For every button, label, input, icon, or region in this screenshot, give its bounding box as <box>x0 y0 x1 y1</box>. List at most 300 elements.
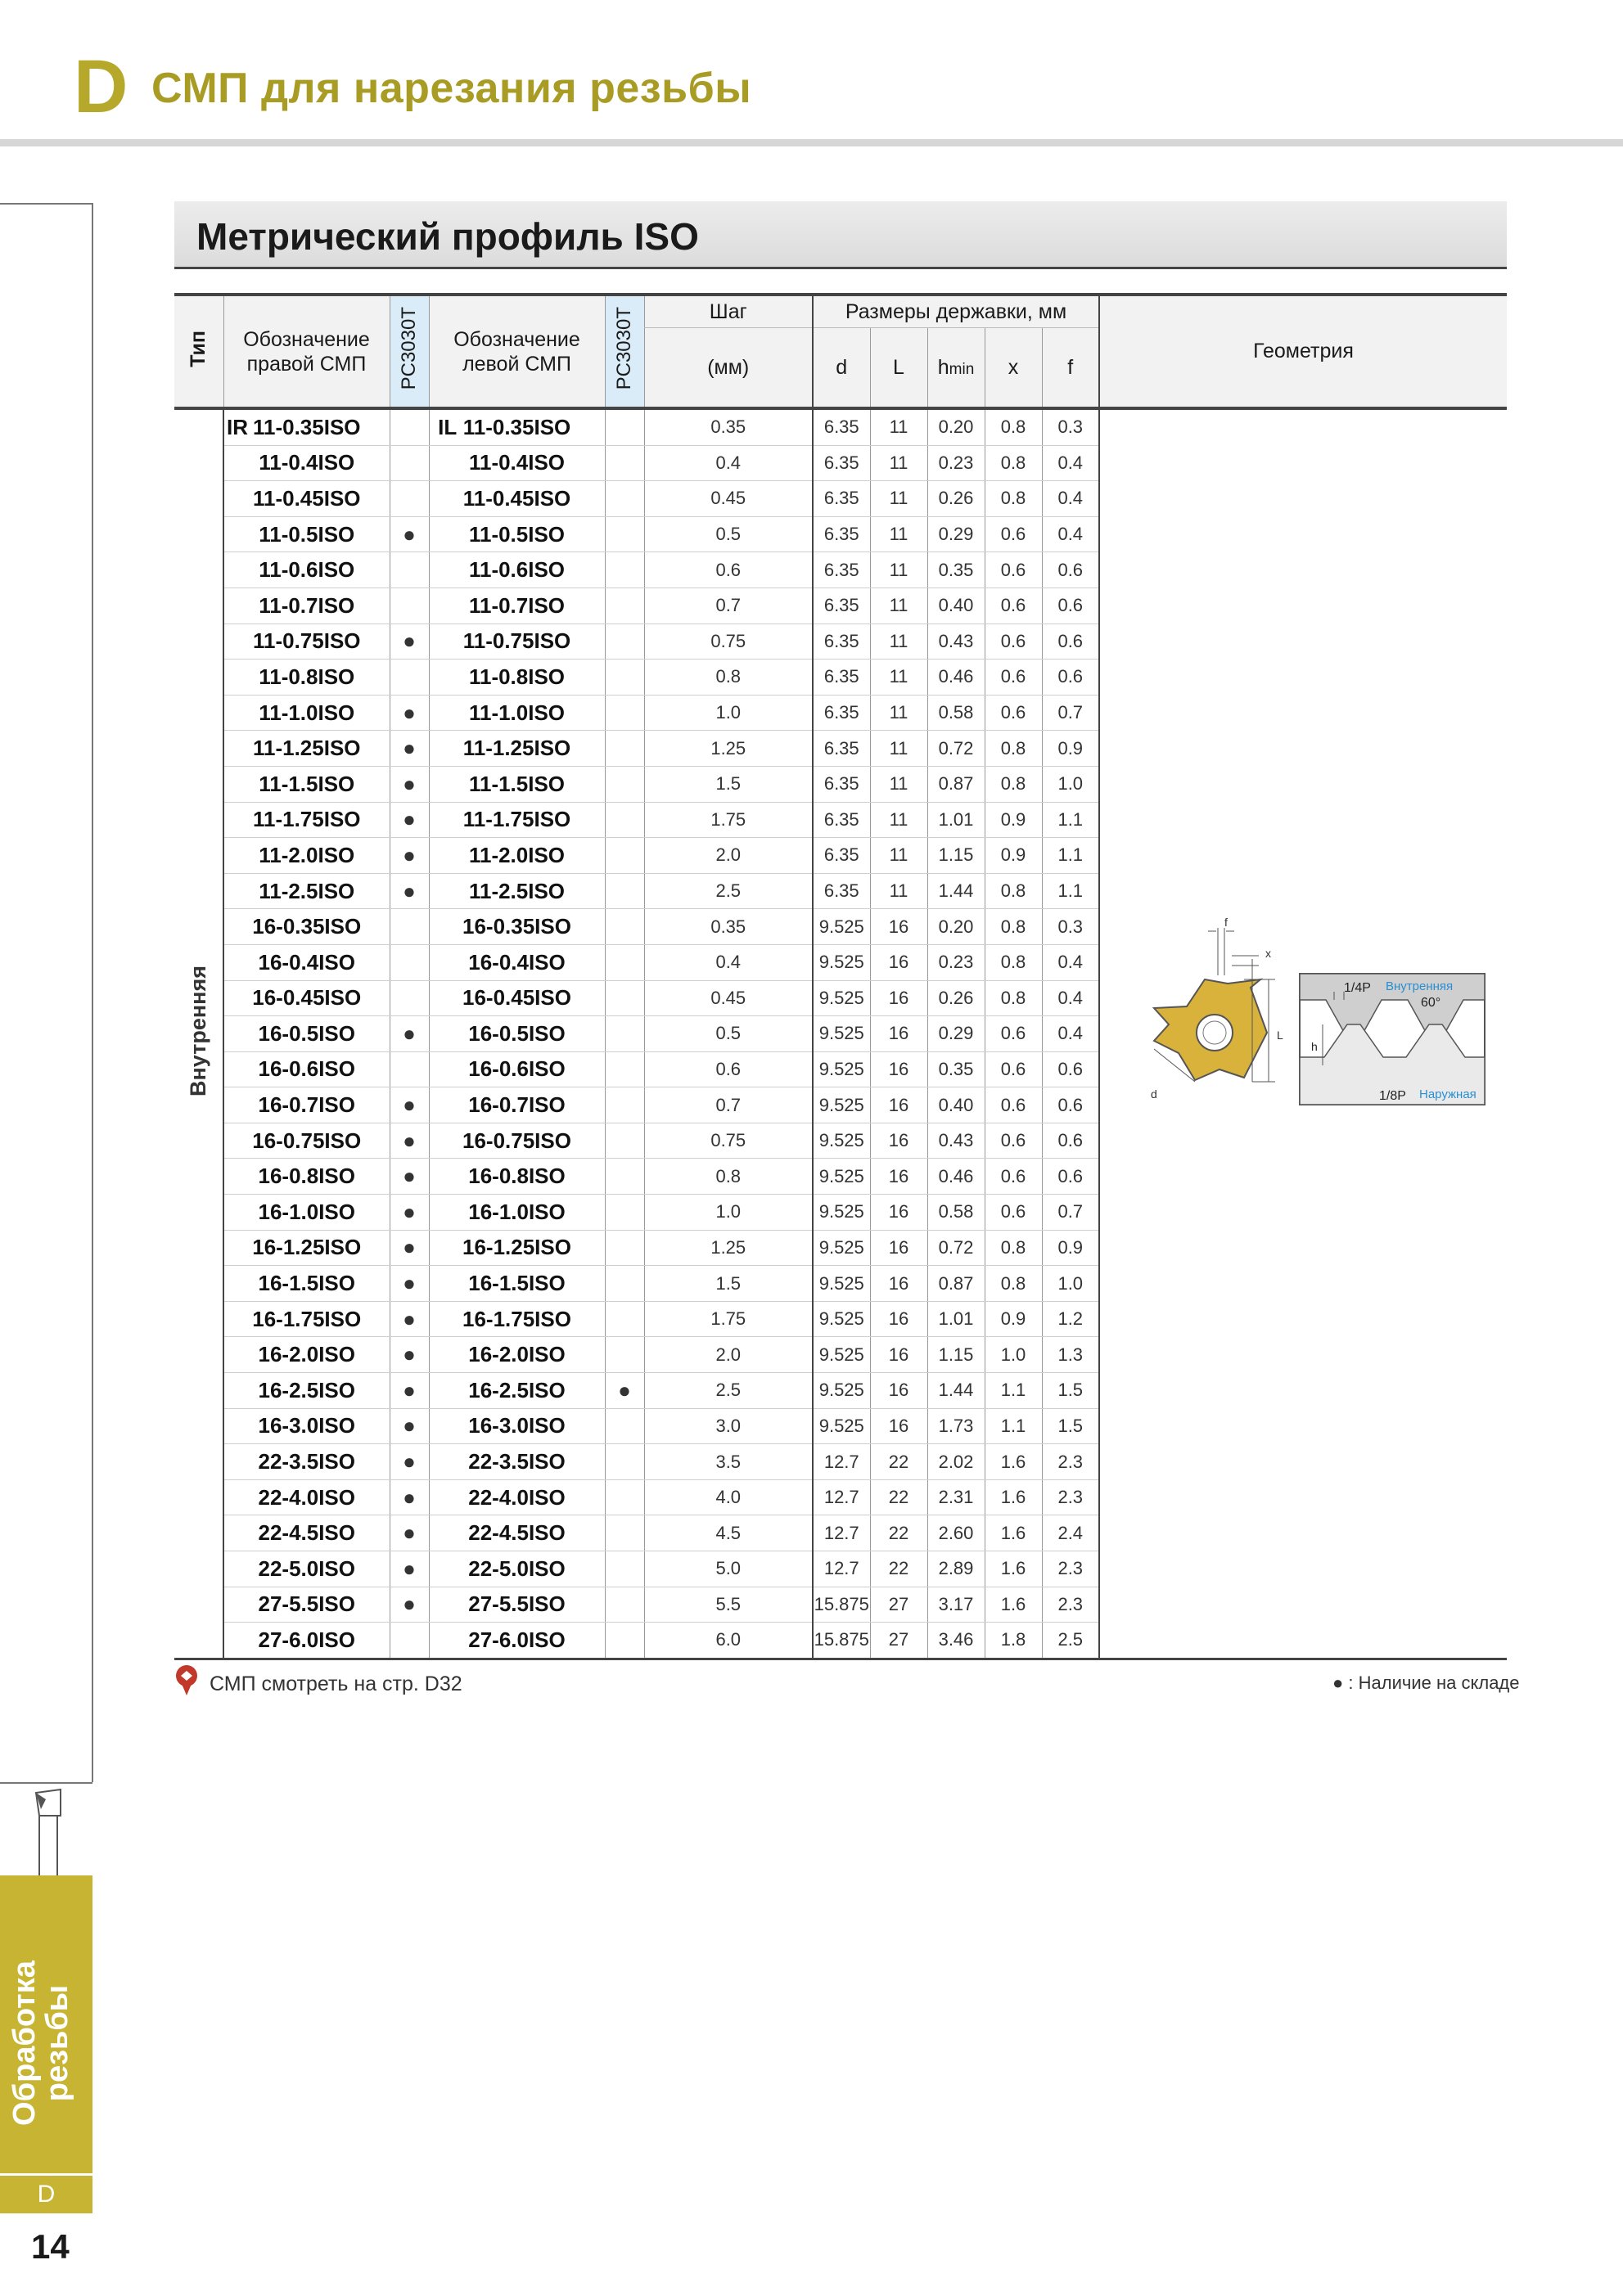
dim-d: 9.525 <box>813 944 870 980</box>
dim-d: 15.875 <box>813 1587 870 1623</box>
dim-hmin: 0.40 <box>927 588 985 624</box>
dim-d: 6.35 <box>813 731 870 767</box>
dim-d: 6.35 <box>813 481 870 517</box>
dim-x: 0.6 <box>985 1195 1042 1231</box>
dim-hmin: 0.46 <box>927 1159 985 1195</box>
dim-hmin: 0.43 <box>927 624 985 660</box>
dim-hmin: 1.01 <box>927 1301 985 1337</box>
left-code: 16-0.8ISO <box>429 1159 605 1195</box>
dim-d: 12.7 <box>813 1515 870 1551</box>
dim-d: 9.525 <box>813 1408 870 1444</box>
grade-right <box>390 445 429 481</box>
step: 0.35 <box>644 408 813 445</box>
dim-hmin: 0.72 <box>927 731 985 767</box>
label-f: f <box>1224 916 1228 929</box>
dim-L: 11 <box>870 802 927 838</box>
grade-left <box>605 1623 644 1659</box>
section-tab-label: Обработка резьбы <box>7 1961 74 2126</box>
dim-d: 6.35 <box>813 408 870 445</box>
dim-x: 0.8 <box>985 873 1042 909</box>
left-code: 11-0.4ISO <box>429 445 605 481</box>
dim-d: 6.35 <box>813 588 870 624</box>
label-quarter-p: 1/4P <box>1344 981 1371 995</box>
grade-left <box>605 1051 644 1087</box>
dim-f: 1.2 <box>1042 1301 1099 1337</box>
right-code: 22-5.0ISO <box>223 1551 390 1587</box>
grade-right: ● <box>390 873 429 909</box>
step: 0.4 <box>644 445 813 481</box>
grade-right: ● <box>390 1266 429 1302</box>
dim-L: 16 <box>870 980 927 1016</box>
dim-f: 2.3 <box>1042 1551 1099 1587</box>
section-title: Метрический профиль ISO <box>196 215 699 258</box>
header-step: Шаг <box>644 295 813 328</box>
grade-left <box>605 660 644 696</box>
side-frame-line <box>92 203 93 1782</box>
dim-d: 12.7 <box>813 1444 870 1480</box>
step: 1.0 <box>644 1195 813 1231</box>
right-code: 11-0.4ISO <box>223 445 390 481</box>
dim-x: 1.0 <box>985 1337 1042 1373</box>
right-code: 27-5.5ISO <box>223 1587 390 1623</box>
dim-L: 16 <box>870 944 927 980</box>
left-code: 16-0.35ISO <box>429 909 605 945</box>
dim-L: 22 <box>870 1479 927 1515</box>
grade-left: ● <box>605 1373 644 1409</box>
insert-drawing <box>1154 928 1275 1082</box>
grade-left <box>605 1479 644 1515</box>
left-code: 16-0.7ISO <box>429 1087 605 1123</box>
dim-x: 0.8 <box>985 766 1042 802</box>
dim-f: 1.1 <box>1042 873 1099 909</box>
left-code: 11-2.0ISO <box>429 838 605 874</box>
left-code: 16-3.0ISO <box>429 1408 605 1444</box>
grade-right: ● <box>390 1087 429 1123</box>
dim-L: 16 <box>870 1087 927 1123</box>
right-code: 22-4.0ISO <box>223 1479 390 1515</box>
header-d: d <box>813 328 870 409</box>
section-tab-letter: D <box>0 2173 92 2213</box>
grade-right <box>390 1051 429 1087</box>
grade-right: ● <box>390 1337 429 1373</box>
step: 4.0 <box>644 1479 813 1515</box>
grade-right: ● <box>390 1587 429 1623</box>
dim-d: 6.35 <box>813 766 870 802</box>
dim-d: 12.7 <box>813 1551 870 1587</box>
dim-f: 0.4 <box>1042 1016 1099 1052</box>
left-code: 11-0.6ISO <box>429 552 605 588</box>
left-code: 16-2.5ISO <box>429 1373 605 1409</box>
dim-x: 0.9 <box>985 1301 1042 1337</box>
dim-x: 1.8 <box>985 1623 1042 1659</box>
step: 1.25 <box>644 1230 813 1266</box>
dim-f: 0.4 <box>1042 516 1099 552</box>
header-f: f <box>1042 328 1099 409</box>
header-holder-dims: Размеры державки, мм <box>813 295 1099 328</box>
dim-d: 6.35 <box>813 660 870 696</box>
dim-hmin: 3.17 <box>927 1587 985 1623</box>
right-code: 11-0.8ISO <box>223 660 390 696</box>
left-code: 27-6.0ISO <box>429 1623 605 1659</box>
left-code: 11-0.75ISO <box>429 624 605 660</box>
dim-x: 0.6 <box>985 516 1042 552</box>
dim-L: 16 <box>870 1408 927 1444</box>
dim-L: 16 <box>870 1373 927 1409</box>
dim-hmin: 0.26 <box>927 980 985 1016</box>
dim-f: 2.3 <box>1042 1587 1099 1623</box>
grade-right: ● <box>390 516 429 552</box>
dim-f: 1.0 <box>1042 1266 1099 1302</box>
dim-hmin: 1.15 <box>927 1337 985 1373</box>
dim-hmin: 0.20 <box>927 909 985 945</box>
left-code: 22-3.5ISO <box>429 1444 605 1480</box>
dim-d: 9.525 <box>813 1051 870 1087</box>
dim-L: 16 <box>870 1016 927 1052</box>
grade-right: ● <box>390 1230 429 1266</box>
left-code: 16-1.25ISO <box>429 1230 605 1266</box>
dim-L: 11 <box>870 731 927 767</box>
page-reference-text[interactable]: СМП смотреть на стр. D32 <box>210 1672 462 1695</box>
dim-d: 6.35 <box>813 445 870 481</box>
dim-f: 0.6 <box>1042 1051 1099 1087</box>
dim-d: 15.875 <box>813 1623 870 1659</box>
right-code: 11-1.25ISO <box>223 731 390 767</box>
step: 5.5 <box>644 1587 813 1623</box>
header-x: x <box>985 328 1042 409</box>
dim-x: 0.6 <box>985 588 1042 624</box>
dim-x: 1.6 <box>985 1515 1042 1551</box>
dim-x: 0.8 <box>985 909 1042 945</box>
dim-x: 0.8 <box>985 1230 1042 1266</box>
dim-x: 0.6 <box>985 660 1042 696</box>
header-L: L <box>870 328 927 409</box>
step: 0.75 <box>644 1123 813 1159</box>
right-code: 11-0.6ISO <box>223 552 390 588</box>
grade-right: ● <box>390 1301 429 1337</box>
dim-hmin: 3.46 <box>927 1623 985 1659</box>
dim-f: 1.1 <box>1042 838 1099 874</box>
right-code: 16-0.75ISO <box>223 1123 390 1159</box>
left-code: 16-0.45ISO <box>429 980 605 1016</box>
dim-f: 2.4 <box>1042 1515 1099 1551</box>
grade-left <box>605 838 644 874</box>
step: 1.75 <box>644 1301 813 1337</box>
dim-L: 11 <box>870 588 927 624</box>
dim-L: 11 <box>870 766 927 802</box>
dim-hmin: 2.60 <box>927 1515 985 1551</box>
dim-hmin: 2.02 <box>927 1444 985 1480</box>
grade-left <box>605 1587 644 1623</box>
dim-f: 0.6 <box>1042 552 1099 588</box>
dim-hmin: 1.73 <box>927 1408 985 1444</box>
dim-hmin: 1.44 <box>927 1373 985 1409</box>
left-code: 16-2.0ISO <box>429 1337 605 1373</box>
dim-L: 27 <box>870 1587 927 1623</box>
dim-L: 16 <box>870 1123 927 1159</box>
label-internal: Внутренняя <box>1386 979 1454 993</box>
dim-x: 0.6 <box>985 1016 1042 1052</box>
left-code: 16-0.4ISO <box>429 944 605 980</box>
right-code: 11-2.5ISO <box>223 873 390 909</box>
grade-right: ● <box>390 1479 429 1515</box>
grade-right <box>390 909 429 945</box>
page-reference-icon <box>174 1664 200 1697</box>
dim-L: 11 <box>870 481 927 517</box>
left-code: 16-1.5ISO <box>429 1266 605 1302</box>
header-type: Тип <box>174 295 223 408</box>
grade-left <box>605 695 644 731</box>
step: 2.5 <box>644 1373 813 1409</box>
left-code: 11-0.45ISO <box>429 481 605 517</box>
step: 0.5 <box>644 516 813 552</box>
left-code: 16-0.75ISO <box>429 1123 605 1159</box>
dim-L: 11 <box>870 873 927 909</box>
step: 1.25 <box>644 731 813 767</box>
dim-f: 1.1 <box>1042 802 1099 838</box>
dim-x: 0.6 <box>985 1123 1042 1159</box>
dim-d: 9.525 <box>813 1016 870 1052</box>
dim-hmin: 2.31 <box>927 1479 985 1515</box>
grade-right: ● <box>390 1444 429 1480</box>
step: 3.5 <box>644 1444 813 1480</box>
right-code: 22-4.5ISO <box>223 1515 390 1551</box>
grade-right: ● <box>390 1159 429 1195</box>
page-number: 14 <box>31 2227 70 2266</box>
right-code: 11-0.5ISO <box>223 516 390 552</box>
dim-L: 22 <box>870 1444 927 1480</box>
dim-L: 16 <box>870 1051 927 1087</box>
step: 2.0 <box>644 1337 813 1373</box>
grade-left <box>605 731 644 767</box>
type-cell <box>174 408 223 1659</box>
step: 6.0 <box>644 1623 813 1659</box>
left-code: 16-1.75ISO <box>429 1301 605 1337</box>
dim-hmin: 0.87 <box>927 766 985 802</box>
chapter-title: СМП для нарезания резьбы <box>151 65 752 112</box>
dim-f: 2.5 <box>1042 1623 1099 1659</box>
dim-d: 9.525 <box>813 1159 870 1195</box>
dim-L: 11 <box>870 516 927 552</box>
grade-right: ● <box>390 1515 429 1551</box>
grade-left <box>605 1159 644 1195</box>
dim-L: 27 <box>870 1623 927 1659</box>
dim-f: 0.4 <box>1042 944 1099 980</box>
right-code: 11-2.0ISO <box>223 838 390 874</box>
dim-x: 0.6 <box>985 552 1042 588</box>
grade-left <box>605 766 644 802</box>
header-left-insert: Обозначение левой СМП <box>429 295 605 408</box>
dim-x: 0.8 <box>985 445 1042 481</box>
dim-L: 11 <box>870 445 927 481</box>
step: 1.5 <box>644 766 813 802</box>
dim-d: 6.35 <box>813 695 870 731</box>
left-code: 11-1.75ISO <box>429 802 605 838</box>
dim-hmin: 0.40 <box>927 1087 985 1123</box>
right-code: 27-6.0ISO <box>223 1623 390 1659</box>
dim-x: 0.8 <box>985 944 1042 980</box>
dim-x: 0.6 <box>985 624 1042 660</box>
dim-hmin: 0.58 <box>927 695 985 731</box>
right-code: 11-1.75ISO <box>223 802 390 838</box>
dim-d: 9.525 <box>813 1337 870 1373</box>
right-code: 16-0.5ISO <box>223 1016 390 1052</box>
dim-L: 16 <box>870 1301 927 1337</box>
dim-d: 9.525 <box>813 1087 870 1123</box>
step: 0.7 <box>644 588 813 624</box>
left-code: 11-0.7ISO <box>429 588 605 624</box>
left-code: 11-0.5ISO <box>429 516 605 552</box>
left-code: 16-0.6ISO <box>429 1051 605 1087</box>
dim-f: 0.6 <box>1042 660 1099 696</box>
dim-d: 9.525 <box>813 909 870 945</box>
dim-x: 1.6 <box>985 1444 1042 1480</box>
dim-f: 0.6 <box>1042 624 1099 660</box>
dim-f: 0.6 <box>1042 1159 1099 1195</box>
dim-hmin: 0.87 <box>927 1266 985 1302</box>
left-code: 11-0.8ISO <box>429 660 605 696</box>
dim-f: 1.5 <box>1042 1373 1099 1409</box>
label-external: Наружная <box>1419 1087 1476 1101</box>
step: 0.8 <box>644 1159 813 1195</box>
right-code: 16-0.6ISO <box>223 1051 390 1087</box>
step: 3.0 <box>644 1408 813 1444</box>
dim-f: 1.5 <box>1042 1408 1099 1444</box>
label-x: x <box>1265 947 1271 960</box>
grade-right: ● <box>390 1408 429 1444</box>
right-code: 11-1.5ISO <box>223 766 390 802</box>
dim-f: 2.3 <box>1042 1444 1099 1480</box>
step: 2.5 <box>644 873 813 909</box>
right-code: 16-0.7ISO <box>223 1087 390 1123</box>
dim-x: 0.8 <box>985 481 1042 517</box>
dim-L: 11 <box>870 660 927 696</box>
dim-d: 6.35 <box>813 873 870 909</box>
right-code: 11-0.7ISO <box>223 588 390 624</box>
step: 1.5 <box>644 1266 813 1302</box>
right-code: 11-0.75ISO <box>223 624 390 660</box>
dim-d: 9.525 <box>813 1266 870 1302</box>
grade-left <box>605 1301 644 1337</box>
dim-L: 22 <box>870 1515 927 1551</box>
label-h: h <box>1311 1040 1318 1053</box>
left-code: 16-0.5ISO <box>429 1016 605 1052</box>
step: 5.0 <box>644 1551 813 1587</box>
label-angle: 60° <box>1421 996 1441 1010</box>
threading-tool-icon <box>25 1788 74 1878</box>
step: 0.6 <box>644 552 813 588</box>
right-code: 11-1.0ISO <box>223 695 390 731</box>
dim-x: 0.6 <box>985 695 1042 731</box>
dim-L: 16 <box>870 1195 927 1231</box>
dim-d: 9.525 <box>813 1195 870 1231</box>
dim-x: 0.6 <box>985 1051 1042 1087</box>
grade-left <box>605 481 644 517</box>
dim-L: 22 <box>870 1551 927 1587</box>
grade-left <box>605 516 644 552</box>
left-code: 22-4.0ISO <box>429 1479 605 1515</box>
dim-L: 11 <box>870 624 927 660</box>
dim-f: 0.6 <box>1042 1123 1099 1159</box>
step: 0.35 <box>644 909 813 945</box>
dim-x: 0.8 <box>985 980 1042 1016</box>
grade-left <box>605 1266 644 1302</box>
dim-d: 9.525 <box>813 1301 870 1337</box>
label-L: L <box>1277 1029 1283 1042</box>
dim-f: 0.7 <box>1042 695 1099 731</box>
right-code: 16-2.0ISO <box>223 1337 390 1373</box>
grade-right: ● <box>390 1123 429 1159</box>
dim-L: 16 <box>870 1337 927 1373</box>
dim-d: 9.525 <box>813 1123 870 1159</box>
dim-f: 1.0 <box>1042 766 1099 802</box>
dim-x: 1.6 <box>985 1587 1042 1623</box>
dim-d: 6.35 <box>813 802 870 838</box>
step: 0.4 <box>644 944 813 980</box>
left-code: 16-1.0ISO <box>429 1195 605 1231</box>
grade-right: ● <box>390 838 429 874</box>
dim-hmin: 0.72 <box>927 1230 985 1266</box>
grade-left <box>605 445 644 481</box>
dim-x: 0.8 <box>985 731 1042 767</box>
dim-hmin: 0.20 <box>927 408 985 445</box>
dim-hmin: 0.23 <box>927 944 985 980</box>
grade-left <box>605 1515 644 1551</box>
prefix-left: IL <box>438 414 458 439</box>
right-code: 16-1.0ISO <box>223 1195 390 1231</box>
right-code: IR 11-0.35ISO <box>223 408 390 445</box>
right-code: 11-0.45ISO <box>223 481 390 517</box>
stock-legend-text: : Наличие на складе <box>1343 1672 1520 1693</box>
dim-d: 9.525 <box>813 980 870 1016</box>
header-rule <box>0 139 1623 146</box>
dim-f: 0.6 <box>1042 588 1099 624</box>
grade-right <box>390 552 429 588</box>
dim-hmin: 0.58 <box>927 1195 985 1231</box>
grade-left <box>605 1016 644 1052</box>
dim-d: 6.35 <box>813 838 870 874</box>
grade-right <box>390 944 429 980</box>
header-right-insert: Обозначение правой СМП <box>223 295 390 408</box>
dim-hmin: 2.89 <box>927 1551 985 1587</box>
grade-left <box>605 873 644 909</box>
right-code: 16-1.25ISO <box>223 1230 390 1266</box>
left-code: 27-5.5ISO <box>429 1587 605 1623</box>
dim-x: 0.6 <box>985 1159 1042 1195</box>
grade-left <box>605 980 644 1016</box>
step: 1.0 <box>644 695 813 731</box>
dim-f: 0.4 <box>1042 445 1099 481</box>
type-label: Внутренняя <box>186 966 210 1097</box>
dim-hmin: 0.35 <box>927 552 985 588</box>
left-code: 22-4.5ISO <box>429 1515 605 1551</box>
dim-L: 11 <box>870 695 927 731</box>
step: 0.45 <box>644 980 813 1016</box>
dim-L: 16 <box>870 1266 927 1302</box>
right-code: 16-1.75ISO <box>223 1301 390 1337</box>
grade-left <box>605 1551 644 1587</box>
left-code: 11-1.5ISO <box>429 766 605 802</box>
dim-hmin: 0.43 <box>927 1123 985 1159</box>
left-code: 22-5.0ISO <box>429 1551 605 1587</box>
dim-d: 6.35 <box>813 516 870 552</box>
dim-hmin: 1.15 <box>927 838 985 874</box>
dim-hmin: 0.35 <box>927 1051 985 1087</box>
right-code: 16-2.5ISO <box>223 1373 390 1409</box>
dim-d: 9.525 <box>813 1230 870 1266</box>
dim-L: 11 <box>870 838 927 874</box>
grade-right <box>390 980 429 1016</box>
dim-hmin: 0.23 <box>927 445 985 481</box>
